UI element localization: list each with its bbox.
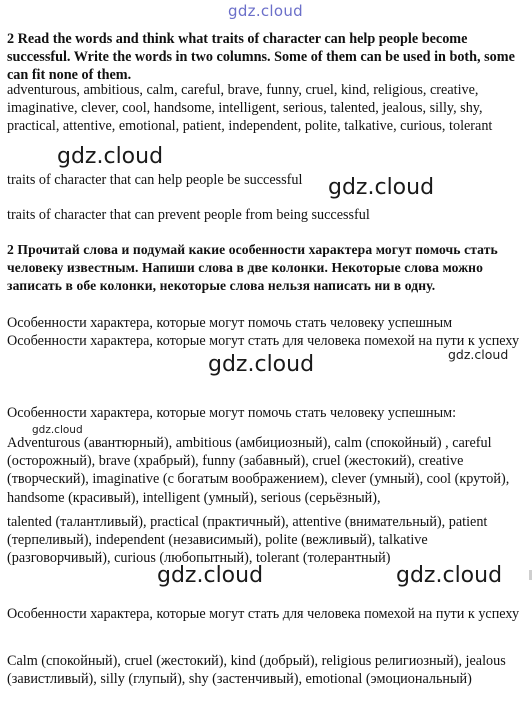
watermark: gdz.cloud (328, 175, 435, 200)
english-column-prevent: traits of character that can prevent people from being successful (7, 207, 370, 223)
watermark: gdz.cloud (157, 563, 264, 588)
answers-help-words-part2: talented (талантливый), practical (практичный), attentive (внимательный), patient (терпеливый), independent (независимый), polite (вежливый), talkative (разговорчивый), curious (любопытный), tolerant (толерантный) (7, 514, 488, 567)
russian-column-prevent: Особенности характера, которые могут стать для человека помехой на пути к успеху (7, 333, 520, 349)
english-word-list: adventurous, ambitious, calm, careful, brave, funny, cruel, kind, religious, creative, imaginative, clever, cool, handsome, intelligent, serious, talented, jealous, silly, shy, practical, attentive, emotional, patient, independent, polite, talkative, curious, tolerant (7, 82, 493, 135)
russian-column-help: Особенности характера, которые могут помочь стать человеку успешным (7, 315, 453, 331)
answers-prevent-words: Calm (спокойный), cruel (жестокий), kind (добрый), religious религиозный), jealous (завистливый), silly (глупый), shy (застенчивый), emotional (эмоциональный) (7, 653, 506, 688)
russian-task-heading: 2 Прочитай слова и подумай какие особенности характера могут помочь стать человеку известным. Напиши слова в две колонки. Некоторые слова можно записать в обе колонки, некоторые слова нельзя написать ни в одну. (7, 242, 498, 293)
watermark-top: gdz.cloud (228, 2, 304, 20)
answers-prevent-heading: Особенности характера, которые могут стать для человека помехой на пути к успеху (7, 606, 520, 622)
watermark: gdz.cloud (448, 347, 509, 362)
watermark: gdz.cloud (57, 144, 164, 169)
answers-help-words-part1: Adventurous (авантюрный), ambitious (амбициозный), calm (спокойный) , careful (осторожный), brave (храбрый), funny (забавный), cruel (жестокий), creative (творческий), imaginative (с богатым воображением), clever (умный), cool (крутой), handsome (красивый), intelligent (умный), serious (серьёзный), (7, 435, 510, 506)
watermark: gdz.cloud (32, 424, 83, 436)
english-task-heading: 2 Read the words and think what traits of character can help people become successful. Write the words in two columns. Some of them can be used in both, some can fit none of them. (7, 31, 515, 84)
english-column-help: traits of character that can help people be successful (7, 172, 303, 188)
watermark: gdz.cloud (396, 563, 503, 588)
answers-help-heading: Особенности характера, которые могут помочь стать человеку успешным: (7, 405, 457, 421)
watermark: gdz.cloud (208, 352, 315, 377)
